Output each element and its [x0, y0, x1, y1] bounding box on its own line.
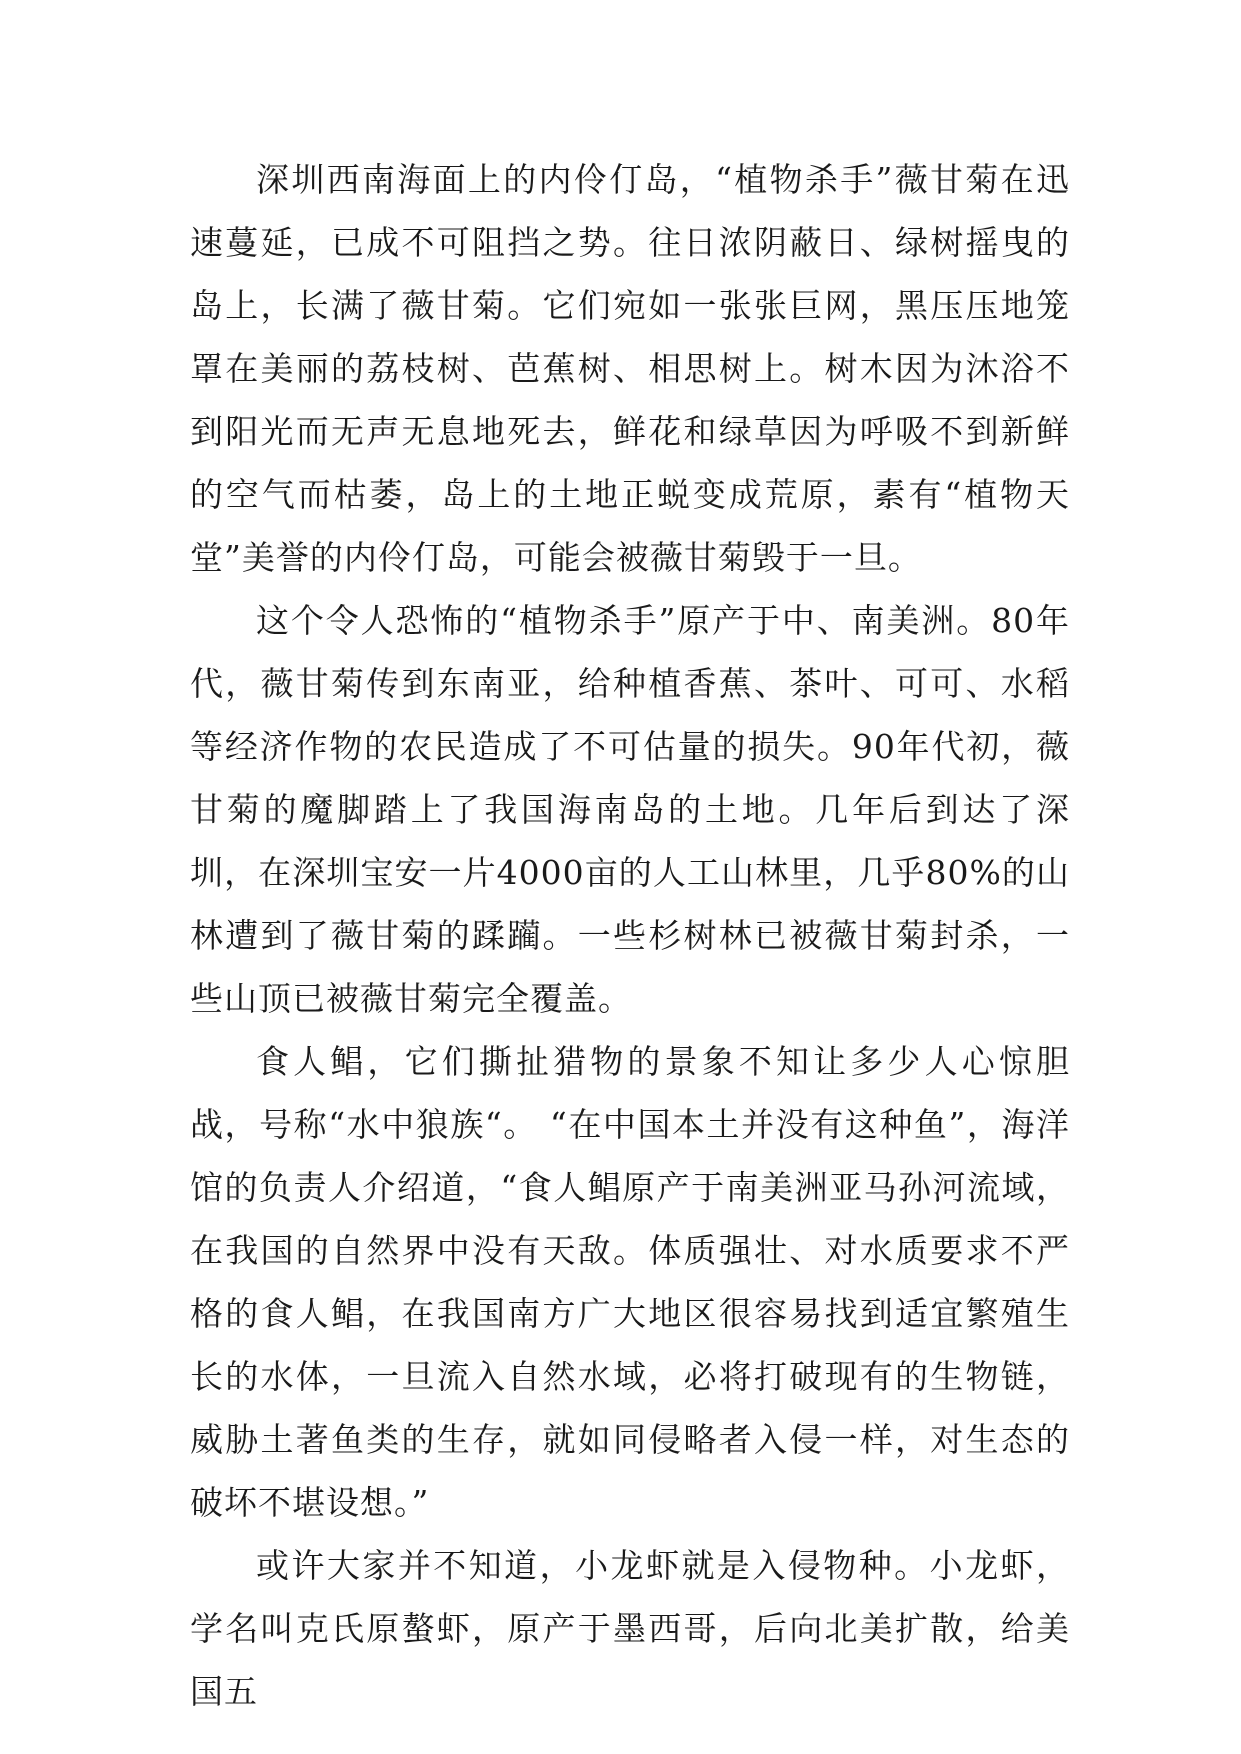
- document-body: [190, 148, 1070, 1723]
- paragraph-2: 这个令人恐怖的“植物杀手”原产于中、南美洲。80年代，薇甘菊传到东南亚，给种植香蕉、茶叶、可可、水稻等经济作物的农民造成了不可估量的损失。90年代初，薇甘菊的魔脚踏上了我国海南岛的土地。几年后到达了深圳，在深圳宝安一片4000亩的人工山林里，几乎80%的山林遭到了薇甘菊的蹂躏。一些杉树林已被薇甘菊封杀，一些山顶已被薇甘菊完全覆盖。: [190, 601, 1070, 1018]
- paragraph-4: 或许大家并不知道，小龙虾就是入侵物种。小龙虾，学名叫克氏原螯虾，原产于墨西哥，后向北美扩散，给美国五: [190, 1546, 1070, 1711]
- paragraph-3: 食人鲳，它们撕扯猎物的景象不知让多少人心惊胆战，号称“水中狼族“。 “在中国本土并没有这种鱼”，海洋馆的负责人介绍道，“食人鲳原产于南美洲亚马孙河流域，在我国的自然界中没有天敌。体质强壮、对水质要求不严格的食人鲳，在我国南方广大地区很容易找到适宜繁殖生长的水体，一旦流入自然水域，必将打破现有的生物链，威胁土著鱼类的生存，就如同侵略者入侵一样，对生态的破坏不堪设想。”: [190, 1042, 1070, 1522]
- paragraph-1: 深圳西南海面上的内伶仃岛，“植物杀手”薇甘菊在迅速蔓延，已成不可阻挡之势。往日浓阴蔽日、绿树摇曳的岛上，长满了薇甘菊。它们宛如一张张巨网，黑压压地笼罩在美丽的荔枝树、芭蕉树、相思树上。树木因为沐浴不到阳光而无声无息地死去，鲜花和绿草因为呼吸不到新鲜的空气而枯萎，岛上的土地正蜕变成荒原，素有“植物天堂”美誉的内伶仃岛，可能会被薇甘菊毁于一旦。: [190, 160, 1070, 577]
